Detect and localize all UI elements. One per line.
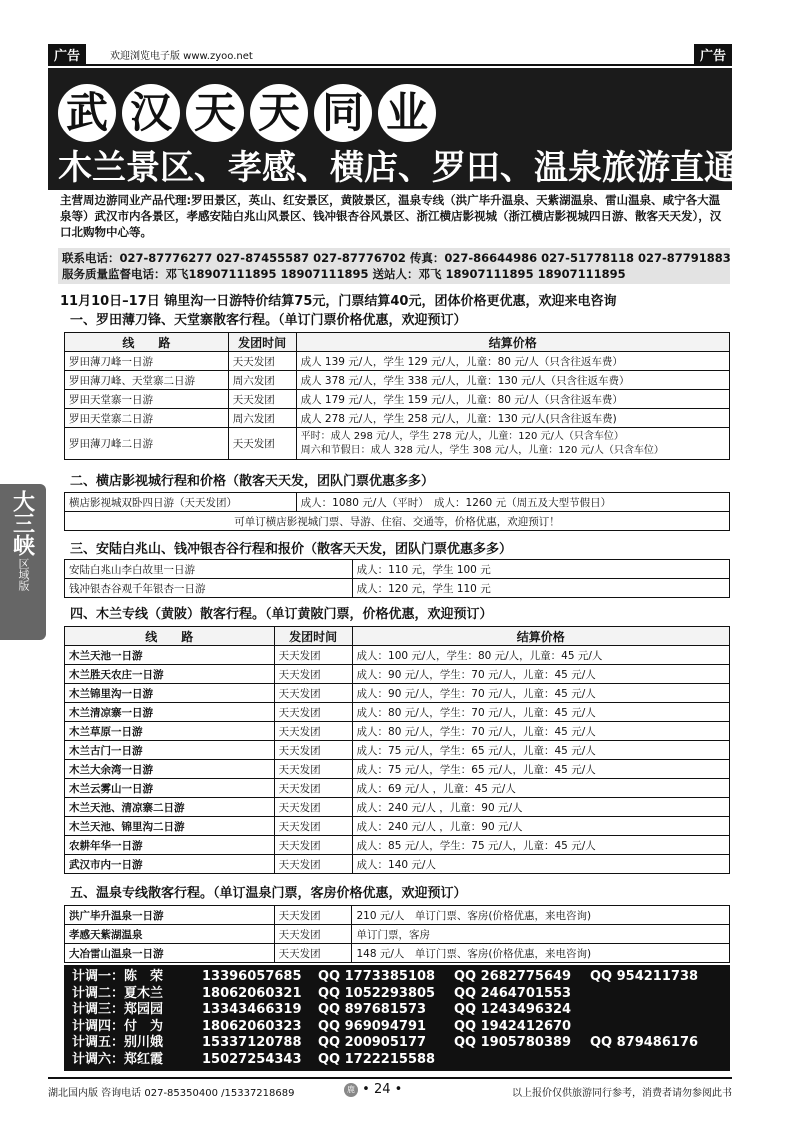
- footer-right: 以上报价仅供旅游同行参考，消费者请勿参阅此书: [512, 1088, 732, 1099]
- price: 成人：120 元，学生 110 元: [352, 579, 729, 598]
- table-row: [65, 925, 730, 944]
- staff-name: 计调五：别川娥: [72, 1035, 164, 1050]
- price: [296, 428, 729, 460]
- table-row: [65, 352, 730, 371]
- staff-row: [72, 986, 722, 1003]
- price: 成人：240 元/人 ，儿童：90 元/人: [352, 817, 729, 836]
- table-row: [65, 646, 730, 665]
- route-name: 木兰锦里沟一日游: [65, 684, 275, 703]
- price: 成人：90 元/人，学生：70 元/人，儿童：45 元/人: [352, 665, 729, 684]
- table-row: [65, 409, 730, 428]
- note: 可单订横店影视城门票、导游、住宿、交通等，价格优惠，欢迎预订！: [65, 512, 730, 531]
- staff-name: 计调四：付 为: [72, 1018, 164, 1034]
- depart-time: 天天发团: [274, 836, 352, 855]
- staff-name: 计调三：郑园园: [72, 1002, 164, 1017]
- staff-qq: QQ 1773385108: [318, 969, 436, 984]
- staff-phone: 13343466319: [202, 1002, 302, 1017]
- route-name: 大冶雷山温泉一日游: [65, 944, 275, 963]
- price: 成人 278 元/人，学生 258 元/人，儿童：130 元/人(只含往返车费): [296, 409, 729, 428]
- staff-row: [72, 969, 722, 986]
- table-row: [65, 906, 730, 925]
- table-header: 线 路: [65, 333, 229, 352]
- price: 148 元/人 单订门票、客房(价格优惠，来电咨询): [352, 944, 730, 963]
- table-row: [65, 944, 730, 963]
- depart-time: 天天发团: [274, 817, 352, 836]
- staff-row: [72, 1052, 722, 1069]
- title-char: 业: [378, 84, 436, 142]
- route-name: 木兰草原一日游: [65, 722, 275, 741]
- route-name: 木兰天池一日游: [65, 646, 275, 665]
- staff-row: [72, 1002, 722, 1019]
- contact-line: 联系电话：027-87776277 027-87455587 027-87776702 传真：027-86644986 027-51778118 027-87791883: [62, 251, 731, 265]
- depart-time: 天天发团: [274, 684, 352, 703]
- title-char: 天: [186, 84, 244, 142]
- depart-time: 天天发团: [274, 798, 352, 817]
- table-header: 结算价格: [352, 627, 729, 646]
- route-name: 横店影视城双卧四日游（天天发团）: [65, 493, 297, 512]
- table-row: [65, 371, 730, 390]
- depart-time: 天天发团: [274, 703, 352, 722]
- price: 单订门票，客房: [352, 925, 730, 944]
- staff-qq: [454, 1052, 590, 1069]
- section-title: 一、罗田薄刀锋、天堂寨散客行程。（单订门票价格优惠，欢迎预订）: [70, 313, 467, 328]
- price-line: 周六和节假日：成人 328 元/人，学生 308 元/人，儿童：120 元/人（只含车位）: [300, 444, 664, 456]
- depart-time: 天天发团: [274, 665, 352, 684]
- price: 成人：90 元/人，学生：70 元/人，儿童：45 元/人: [352, 684, 729, 703]
- price: 成人：75 元/人，学生：65 元/人，儿童：45 元/人: [352, 760, 729, 779]
- staff-qq: [590, 1002, 720, 1019]
- table-row: [65, 703, 730, 722]
- banner-subtitle: 木兰景区、孝感、横店、罗田、温泉旅游直通车: [58, 148, 772, 188]
- table-row: [65, 855, 730, 874]
- price: 成人：240 元/人 ，儿童：90 元/人: [352, 798, 729, 817]
- staff-qq: [590, 1052, 720, 1069]
- deer-logo-icon: 鹿: [344, 1083, 358, 1097]
- footer-left: 湖北国内版 咨询电话 027-85350400 /15337218689: [48, 1088, 295, 1099]
- staff-qq: [590, 1019, 720, 1036]
- depart-time: 天天发团: [274, 906, 352, 925]
- depart-time: 天天发团: [274, 944, 352, 963]
- table-row: [65, 779, 730, 798]
- route-name: 木兰云雾山一日游: [65, 779, 275, 798]
- staff-qq: QQ 1722215588: [318, 1051, 436, 1067]
- depart-time: 天天发团: [228, 352, 296, 371]
- depart-time: 天天发团: [274, 760, 352, 779]
- route-table-2: [64, 492, 730, 531]
- route-name: 孝感天紫湖温泉: [65, 925, 275, 944]
- route-table-3: [64, 559, 730, 598]
- route-name: 罗田薄刀峰、天堂寨二日游: [65, 371, 229, 390]
- depart-time: 天天发团: [274, 741, 352, 760]
- staff-row: [72, 1019, 722, 1036]
- route-name: 钱冲银杏谷观千年银杏一日游: [65, 579, 353, 598]
- table-row: [65, 579, 730, 598]
- table-row: [65, 722, 730, 741]
- table-row: [65, 817, 730, 836]
- route-name: 木兰天池、锦里沟二日游: [65, 817, 275, 836]
- staff-phone: 15337120788: [202, 1035, 302, 1050]
- contact-line: 服务质量监督电话：邓飞18907111895 18907111895 送站人：邓飞 18907111895 18907111895: [62, 267, 626, 281]
- price: 成人：110 元，学生 100 元: [352, 560, 729, 579]
- route-name: 罗田薄刀峰一日游: [65, 352, 229, 371]
- route-name: 木兰大余湾一日游: [65, 760, 275, 779]
- table-row: [65, 560, 730, 579]
- route-name: 罗田薄刀峰二日游: [65, 428, 229, 460]
- price: 成人 378 元/人，学生 338 元/人，儿童：130 元/人（只含往返车费）: [296, 371, 729, 390]
- staff-phone: 18062060321: [202, 985, 302, 1001]
- footer-rule: [48, 1077, 732, 1079]
- section-title: 四、木兰专线（黄陂）散客行程。（单订黄陂门票，价格优惠，欢迎预订）: [70, 607, 493, 622]
- page-number-text: • 24 •: [362, 1082, 403, 1097]
- table-row: [65, 428, 730, 460]
- side-tab-title: 大三峡: [9, 490, 36, 556]
- table-header: 线 路: [65, 627, 275, 646]
- depart-time: 周六发团: [228, 371, 296, 390]
- staff-qq: QQ 1905780389: [454, 1035, 572, 1050]
- top-rule: [48, 64, 732, 66]
- contact-box: [58, 248, 730, 284]
- staff-qq: QQ 1052293805: [318, 985, 436, 1001]
- table-header: 发团时间: [274, 627, 352, 646]
- table-row: [65, 741, 730, 760]
- staff-qq: QQ 954211738: [590, 969, 699, 984]
- staff-qq: QQ 879486176: [590, 1035, 699, 1050]
- route-name: 安陆白兆山李白故里一日游: [65, 560, 353, 579]
- staff-qq: QQ 200905177: [318, 1035, 427, 1050]
- route-name: 洪广毕升温泉一日游: [65, 906, 275, 925]
- staff-name: 计调一：陈 荣: [72, 969, 164, 984]
- depart-time: 天天发团: [274, 925, 352, 944]
- price-line: 平时：成人 298 元/人，学生 278 元/人，儿童：120 元/人（只含车位）: [300, 430, 624, 442]
- banner-title: [58, 84, 436, 142]
- title-char: 汉: [122, 84, 180, 142]
- price: 成人：80 元/人，学生：70 元/人，儿童：45 元/人: [352, 703, 729, 722]
- staff-qq: QQ 2682775649: [454, 969, 572, 984]
- route-name: 木兰胜天农庄一日游: [65, 665, 275, 684]
- price: 成人 139 元/人，学生 129 元/人，儿童：80 元/人（只含往返车费）: [296, 352, 729, 371]
- depart-time: 天天发团: [228, 428, 296, 460]
- price: 成人 179 元/人，学生 159 元/人，儿童：80 元/人（只含往返车费）: [296, 390, 729, 409]
- depart-time: 天天发团: [274, 779, 352, 798]
- staff-phone: 15027254343: [202, 1051, 302, 1067]
- route-name: 木兰清凉寨一日游: [65, 703, 275, 722]
- title-char: 天: [250, 84, 308, 142]
- staff-contacts: [64, 965, 730, 1071]
- staff-name: 计调六：郑红霞: [72, 1051, 164, 1067]
- table-row: [65, 512, 730, 531]
- staff-phone: 13396057685: [202, 969, 302, 984]
- staff-qq: QQ 1942412670: [454, 1018, 572, 1034]
- route-name: 武汉市内一日游: [65, 855, 275, 874]
- route-name: 农耕年华一日游: [65, 836, 275, 855]
- route-name: 木兰天池、清凉寨二日游: [65, 798, 275, 817]
- staff-qq: [590, 986, 720, 1003]
- promo-text: 11月10日–17日 锦里沟一日游特价结算75元，门票结算40元，团体价格更优惠，欢迎来电咨询: [60, 294, 617, 309]
- welcome-text: 欢迎浏览电子版 www.zyoo.net: [110, 51, 253, 62]
- price: 成人：85 元/人，学生：75 元/人，儿童：45 元/人: [352, 836, 729, 855]
- table-row: [65, 665, 730, 684]
- top-bar: [48, 44, 732, 64]
- route-table-1: [64, 332, 730, 460]
- staff-qq: QQ 897681573: [318, 1002, 427, 1017]
- price: 210 元/人 单订门票、客房(价格优惠，来电咨询): [352, 906, 730, 925]
- depart-time: 天天发团: [274, 722, 352, 741]
- ad-tag-left: 广告: [48, 44, 86, 65]
- route-name: 罗田天堂寨一日游: [65, 390, 229, 409]
- table-row: [65, 493, 730, 512]
- table-row: [65, 684, 730, 703]
- depart-time: 天天发团: [228, 390, 296, 409]
- table-header: 发团时间: [228, 333, 296, 352]
- price: 成人：140 元/人: [352, 855, 729, 874]
- table-row: [65, 760, 730, 779]
- title-char: 武: [58, 84, 116, 142]
- route-table-5: [64, 905, 730, 963]
- table-row: [65, 836, 730, 855]
- table-header: 结算价格: [296, 333, 729, 352]
- title-char: 同: [314, 84, 372, 142]
- depart-time: 周六发团: [228, 409, 296, 428]
- depart-time: 天天发团: [274, 855, 352, 874]
- staff-qq: QQ 969094791: [318, 1018, 427, 1034]
- price: 成人：75 元/人，学生：65 元/人，儿童：45 元/人: [352, 741, 729, 760]
- table-row: [65, 798, 730, 817]
- price: 成人：80 元/人，学生：70 元/人，儿童：45 元/人: [352, 722, 729, 741]
- ad-tag-right: 广告: [694, 44, 732, 65]
- intro-text: 主营周边游同业产品代理:罗田景区，英山、红安景区，黄陂景区，温泉专线（洪广毕升温泉、天紫湖温泉、雷山温泉、咸宁各大温泉等）武汉市内各景区，孝感安陆白兆山风景区、钱冲银杏谷风景区、浙江横店影视城（浙江横店影视城四日游、散客天天发），汉口北购物中心等。: [60, 193, 722, 239]
- staff-name: 计调二：夏木兰: [72, 985, 164, 1001]
- price: 成人：69 元/人 ，儿童：45 元/人: [352, 779, 729, 798]
- price: 成人：1080 元/人（平时） 成人：1260 元（周五及大型节假日）: [296, 493, 729, 512]
- table-row: [65, 390, 730, 409]
- side-tab-subtitle: 区域版: [17, 558, 30, 591]
- route-name: 罗田天堂寨二日游: [65, 409, 229, 428]
- staff-qq: QQ 1243496324: [454, 1002, 572, 1017]
- staff-qq: QQ 2464701553: [454, 985, 572, 1001]
- side-tab: [0, 484, 46, 640]
- section-title: 五、温泉专线散客行程。（单订温泉门票，客房价格优惠，欢迎预订）: [70, 886, 467, 901]
- section-title: 二、横店影视城行程和价格（散客天天发，团队门票优惠多多）: [70, 474, 435, 489]
- staff-phone: 18062060323: [202, 1018, 302, 1034]
- section-title: 三、安陆白兆山、钱冲银杏谷行程和报价（散客天天发，团队门票优惠多多）: [70, 542, 513, 557]
- route-name: 木兰古门一日游: [65, 741, 275, 760]
- price: 成人：100 元/人，学生：80 元/人，儿童：45 元/人: [352, 646, 729, 665]
- route-table-4: [64, 626, 730, 874]
- page-number: [344, 1082, 402, 1097]
- depart-time: 天天发团: [274, 646, 352, 665]
- staff-row: [72, 1035, 722, 1052]
